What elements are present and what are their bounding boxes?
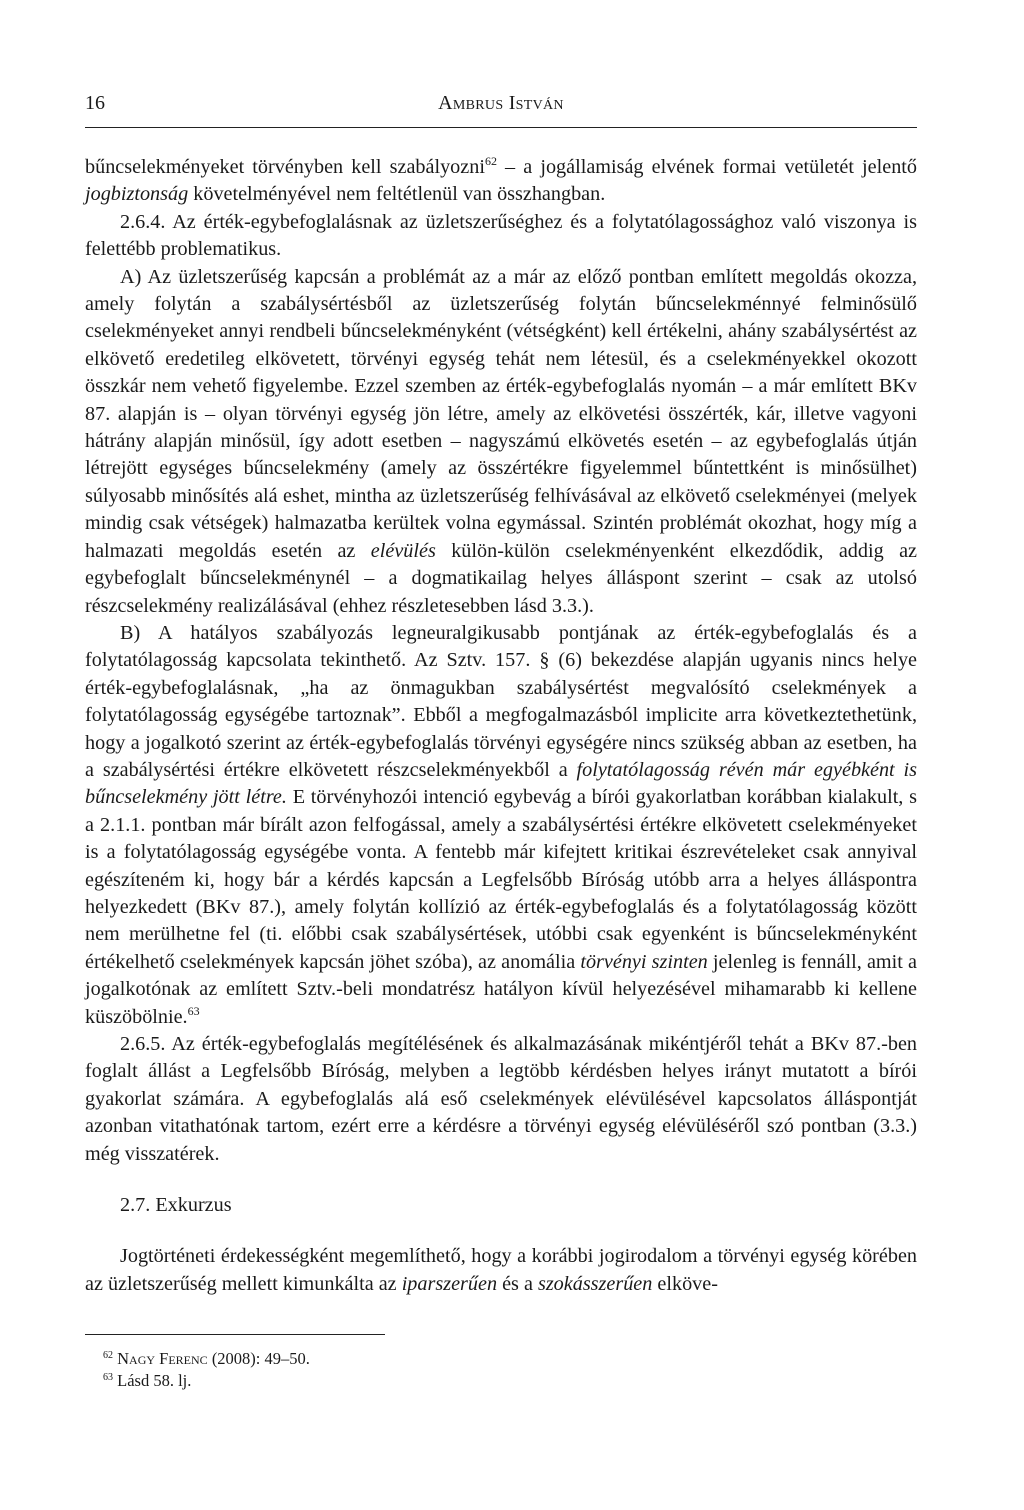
paragraph-b: B) A hatályos szabályozás legneuralgikusabb pontjának az érték-egybefoglalás és a folytatólagosság kapcsolata tekinthető. Az Sztv. 157. § (6) bekezdése alapján ugyanis nincs helye érték-egybefoglalásnak, „ha az önmagukban szabálysértést megvalósító cselekmények a folytatólagosság egységébe tartoznak”. Ebből a megfogalmazásból implicite arra következtethetünk, hogy a jogalkotó szerint az érték-egybefoglalás törvényi egységére nincs szükség abban az esetben, ha a szabálysértési értékre elkövetett részcselekményekből a folytatólagosság révén már egyébként is bűncselekmény jött létre. E törvényhozói intenció egybevág a bírói gyakorlatban korábban kialakult, s a 2.1.1. pontban már bírált azon felfogással, amely a szabálysértési értékre elkövetett cselekményeket is a folytatólagosság egységébe vonta. A fentebb már kifejtett kritikai észrevételeket csak annyival egészíteném ki, hogy bár a kérdés kapcsán a Legfelsőbb Bíróság utóbb arra a helyes álláspontra helyezkedett (BKv 87.), amely folytán kollízió az érték-egybefoglalás és a folytatólagosság között nem merülhetne fel (ti. előbbi csak szabálysértések, utóbbi csak egyenként is bűncselekményként értékelhető cselekmények kapcsán jöhet szóba), az anomália törvényi szinten jelenleg is fennáll, amit a jogalkotónak az említett Sztv.-beli mondatrész hatályon kívül helyezésével mihamarabb ki kellene küszöbölnie.$^{63}$ bbox=[85, 621, 917, 1028]
paragraph-1: bűncselekményeket törvényben kell szabályozni$^{62}$ – a jogállamiság elvének formai vetületét jelentő jogbiztonság követelményével nem feltétlenül van összhangban. bbox=[85, 154, 917, 206]
footnote-ref-63: 63 bbox=[187, 1003, 200, 1018]
footnote-ref-62: 62 bbox=[484, 154, 497, 168]
footnotes bbox=[103, 1348, 903, 1392]
page-number: 16 bbox=[85, 92, 105, 114]
footnote-62: $^{62}$ Nagy Ferenc (2008): 49–50. bbox=[103, 1349, 310, 1368]
paragraph-exkurzus: Jogtörténeti érdekességként megemlíthető, hogy a korábbi jogirodalom a törvényi egység körében az üzletszerűség mellett kimunkálta az iparszerűen és a szokásszerűen elköve- bbox=[85, 1245, 917, 1295]
paragraph-2-6-4: 2.6.4. Az érték-egybefoglalásnak az üzletszerűséghez és a folytatólagossághoz való viszonya is felettébb problematikus. bbox=[85, 210, 917, 261]
paragraph-a: A) Az üzletszerűség kapcsán a problémát az a már az előző pontban említett megoldás okozza, amely folytán a szabálysértésből az üzletszerűség folytán bűncselekménnyé felminősülő cselekményeket annyi rendbeli bűncselekményként (vétségként) kell értékelni, ahány szabálysértést az elkövető eredetileg elkövetett, törvényi egység tehát nem létesül, és a cselekményekkel okozott összkár nem vehető figyelembe. Ezzel szemben az érték-egybefoglalás nyomán – a már említett BKv 87. alapján is – olyan törvényi egység jön létre, amely az elkövetési összérték, kár, illetve vagyoni hátrány alapján minősül, így adott esetben – nagyszámú elkövetés esetén – az egybefoglalás útján létrejött egységes bűncselekmény (amely az összértékre figyelemmel bűntettként is minősülhet) súlyosabb minősítés alá eshet, mintha az üzletszerűség felhívásával az elkövető cselekményei (melyek mindig csak vétségek) halmazatba kerültek volna egymással. Szintén problémát okozhat, hogy míg a halmazati megoldás esetén az elévülés külön-külön cselekményenként elkezdődik, addig az egybefoglalt bűncselekménynél – a dogmatikailag helyes álláspont szerint – csak az utolsó részcselekmény realizálásával (ehhez részletesebben lásd 3.3.). bbox=[85, 265, 917, 617]
section-heading: 2.7. Exkurzus bbox=[120, 1194, 232, 1217]
paragraph-2-6-5: 2.6.5. Az érték-egybefoglalás megítélésének és alkalmazásának mikéntjéről tehát a BKv 87.-ben foglalt állást a Legfelsőbb Bíróság, melyben a legtöbb kérdésben helyes irányt mutatott a bírói gyakorlat számára. A egybefoglalás alá eső cselekmények elévülésével kapcsolatos álláspontját azonban vitathatónak tartom, ezért erre a kérdésre a törvényi egység elévüléséről szó pontban (3.3.) még visszatérek. bbox=[85, 1033, 917, 1165]
body-text bbox=[85, 154, 917, 1298]
footnote-63: $^{63}$ Lásd 58. lj. bbox=[103, 1371, 192, 1390]
header-rule bbox=[85, 127, 917, 128]
footnote-rule bbox=[85, 1334, 385, 1335]
page-header bbox=[85, 92, 917, 118]
running-head: Ambrus István bbox=[438, 92, 564, 114]
